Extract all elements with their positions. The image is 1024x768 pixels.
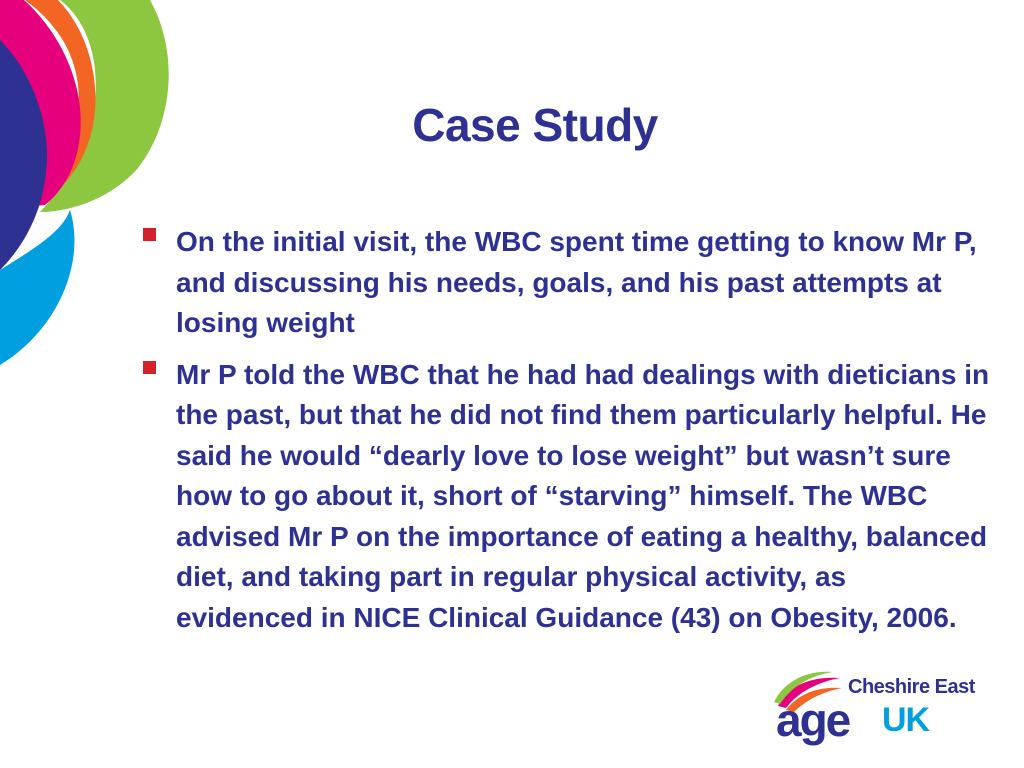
logo-age-text: age [776,694,850,746]
bullet-text: Mr P told the WBC that he had had dealings with dieticians in the past, but that he did not find them particularly helpful. He said he would “dearly love to lose weight” but wasn’t sure how to go about it, short of “starving” himself. The WBC advised Mr P on the importance of eating a healthy, balanced diet, and taking part in regular physical activity, as evidenced in NICE Clinical Guidance (43) on Obesity, 2006. [176,358,990,633]
bullet-item [140,222,990,344]
bullet-item [140,355,990,639]
logo-uk-text: UK [882,701,930,739]
bullet-text: On the initial visit, the WBC spent time getting to know Mr P, and discussing his needs, goals, and his past attempts at losing weight [176,226,977,338]
slide-title: Case Study [412,99,658,151]
logo-region-text: Cheshire East [848,676,975,698]
age-uk-logo [770,668,1000,748]
square-bullet-icon [143,361,156,374]
square-bullet-icon [143,228,156,241]
bullet-list [140,222,990,649]
